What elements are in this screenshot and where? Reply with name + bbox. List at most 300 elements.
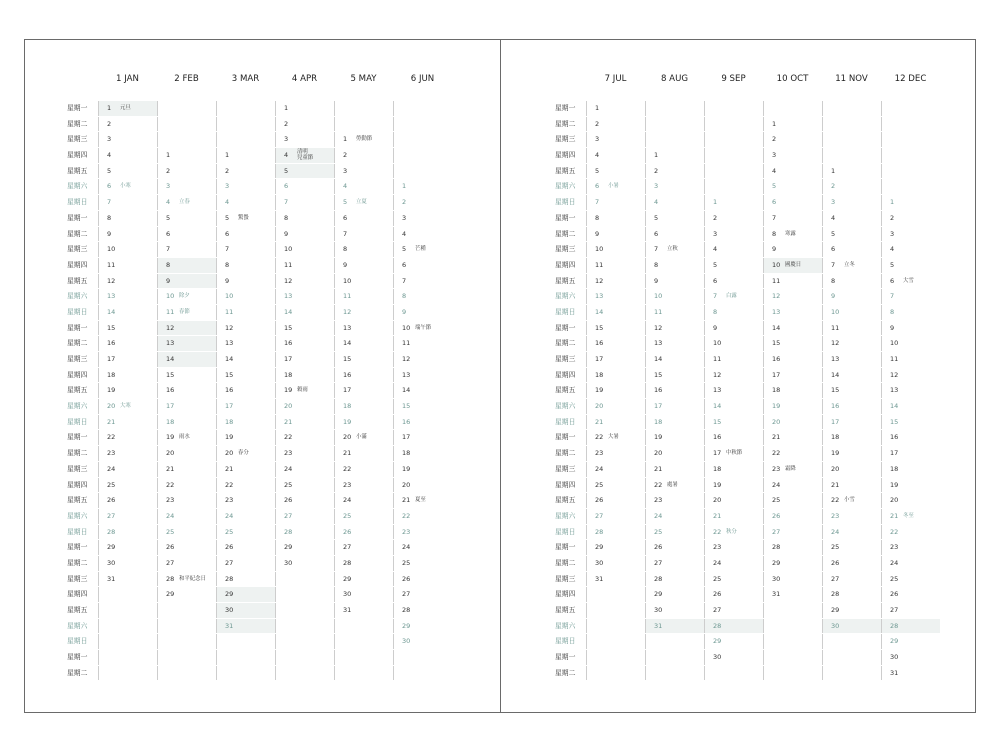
day-number: 11 xyxy=(107,260,116,269)
day-number: 11 xyxy=(772,276,781,285)
day-cell xyxy=(275,399,334,414)
weekday-label: 星期六 xyxy=(555,511,576,520)
month-label: 9 SEP xyxy=(721,74,746,84)
day-number: 11 xyxy=(890,355,899,363)
day-number: 6 xyxy=(595,182,600,191)
day-number: 30 xyxy=(890,653,899,662)
day-cell xyxy=(586,321,645,336)
day-number: 20 xyxy=(831,464,840,473)
day-cell xyxy=(586,493,645,508)
day-cell xyxy=(586,211,645,226)
day-cell xyxy=(334,274,393,289)
day-number: 22 xyxy=(284,433,293,442)
day-cell xyxy=(586,227,645,242)
day-number: 27 xyxy=(402,590,411,599)
day-number: 17 xyxy=(890,449,899,458)
day-cell xyxy=(216,305,275,320)
day-number: 27 xyxy=(890,606,899,614)
day-number: 21 xyxy=(343,449,352,458)
day-cell xyxy=(157,368,216,383)
day-number: 9 xyxy=(343,260,348,269)
day-number: 19 xyxy=(595,386,604,395)
day-cell xyxy=(586,603,645,618)
day-number: 22 xyxy=(654,480,663,489)
day-number: 30 xyxy=(225,606,234,614)
day-number: 26 xyxy=(713,590,722,599)
day-cell xyxy=(157,493,216,508)
day-cell xyxy=(763,164,822,179)
day-cell xyxy=(586,383,645,398)
day-number: 17 xyxy=(654,402,663,411)
day-cell xyxy=(98,666,157,681)
day-cell xyxy=(216,572,275,587)
weekday-label: 星期二 xyxy=(67,119,88,128)
day-number: 21 xyxy=(654,464,663,473)
day-number: 5 xyxy=(890,260,895,269)
day-number: 6 xyxy=(284,182,289,191)
day-cell xyxy=(157,195,216,210)
day-cell xyxy=(334,509,393,524)
day-cell xyxy=(216,117,275,132)
day-cell xyxy=(275,556,334,571)
day-cell xyxy=(704,289,763,304)
day-cell xyxy=(334,572,393,587)
day-number: 20 xyxy=(166,449,175,458)
day-number: 17 xyxy=(831,417,840,426)
day-cell xyxy=(334,148,393,163)
day-number: 23 xyxy=(595,449,604,458)
day-cell xyxy=(763,383,822,398)
day-number: 22 xyxy=(831,496,840,505)
holiday-label: 國慶日 xyxy=(785,261,802,268)
day-number: 7 xyxy=(107,198,112,207)
day-cell xyxy=(98,336,157,351)
day-cell xyxy=(157,572,216,587)
day-number: 30 xyxy=(343,590,352,599)
day-cell xyxy=(763,179,822,194)
day-cell xyxy=(822,650,881,665)
day-number: 18 xyxy=(595,370,604,379)
day-cell xyxy=(275,525,334,540)
day-cell xyxy=(393,650,452,665)
day-number: 1 xyxy=(595,104,600,112)
holiday-label: 中秋節 xyxy=(726,450,743,457)
day-cell xyxy=(98,650,157,665)
day-cell xyxy=(216,274,275,289)
day-cell xyxy=(334,478,393,493)
day-cell xyxy=(334,383,393,398)
day-cell xyxy=(157,556,216,571)
weekday-label: 星期四 xyxy=(67,590,88,599)
day-cell xyxy=(645,242,704,257)
day-cell xyxy=(704,415,763,430)
day-cell xyxy=(822,619,881,634)
day-cell xyxy=(881,603,940,618)
day-cell xyxy=(334,164,393,179)
day-cell xyxy=(275,540,334,555)
weekday-label: 星期三 xyxy=(67,574,88,583)
day-cell xyxy=(822,430,881,445)
day-cell xyxy=(393,493,452,508)
day-number: 5 xyxy=(402,245,407,254)
day-number: 3 xyxy=(107,135,112,144)
weekday-label: 星期六 xyxy=(67,511,88,520)
day-cell xyxy=(822,164,881,179)
day-cell xyxy=(98,556,157,571)
day-cell xyxy=(881,242,940,257)
weekday-label: 星期一 xyxy=(67,323,88,332)
day-number: 3 xyxy=(166,182,171,191)
day-number: 15 xyxy=(343,355,352,363)
day-number: 11 xyxy=(595,260,604,269)
weekday-label: 星期日 xyxy=(555,198,576,207)
day-number: 24 xyxy=(595,464,604,473)
day-number: 8 xyxy=(284,213,289,222)
day-cell xyxy=(275,634,334,649)
day-cell xyxy=(275,336,334,351)
day-number: 22 xyxy=(595,433,604,442)
day-cell xyxy=(157,634,216,649)
day-cell xyxy=(157,274,216,289)
day-number: 29 xyxy=(225,590,234,599)
day-number: 4 xyxy=(225,198,230,207)
day-number: 24 xyxy=(343,496,352,505)
day-number: 3 xyxy=(595,135,600,144)
weekday-label: 星期日 xyxy=(555,417,576,426)
day-cell xyxy=(645,148,704,163)
day-number: 7 xyxy=(890,292,895,301)
day-number: 4 xyxy=(107,151,112,160)
day-cell xyxy=(645,587,704,602)
day-number: 1 xyxy=(772,119,777,128)
weekday-label: 星期一 xyxy=(555,543,576,552)
weekday-label: 星期四 xyxy=(555,480,576,489)
day-number: 9 xyxy=(595,229,600,238)
day-number: 3 xyxy=(402,213,407,222)
day-cell xyxy=(763,274,822,289)
day-cell xyxy=(98,462,157,477)
day-number: 10 xyxy=(107,245,116,254)
weekday-label: 星期五 xyxy=(67,166,88,175)
day-cell xyxy=(157,258,216,273)
day-cell xyxy=(275,430,334,445)
weekday-label: 星期日 xyxy=(555,637,576,646)
day-cell xyxy=(586,305,645,320)
day-number: 28 xyxy=(166,574,175,583)
day-cell xyxy=(216,164,275,179)
day-number: 18 xyxy=(402,449,411,458)
day-number: 6 xyxy=(343,213,348,222)
day-cell xyxy=(881,101,940,116)
day-number: 17 xyxy=(225,402,234,411)
day-number: 23 xyxy=(402,527,411,536)
day-number: 3 xyxy=(654,182,659,191)
day-number: 11 xyxy=(166,307,175,316)
day-cell xyxy=(334,556,393,571)
day-number: 28 xyxy=(107,527,116,536)
day-cell xyxy=(822,556,881,571)
month-label: 5 MAY xyxy=(350,74,377,84)
day-cell xyxy=(586,634,645,649)
day-number: 27 xyxy=(654,558,663,567)
weekday-label: 星期二 xyxy=(67,668,88,677)
day-cell xyxy=(275,227,334,242)
day-number: 5 xyxy=(166,213,171,222)
day-number: 18 xyxy=(654,417,663,426)
day-number: 28 xyxy=(831,590,840,599)
day-number: 9 xyxy=(402,307,407,316)
day-cell xyxy=(393,619,452,634)
weekday-label: 星期日 xyxy=(67,307,88,316)
day-cell xyxy=(275,462,334,477)
day-number: 25 xyxy=(284,480,293,489)
day-cell xyxy=(586,556,645,571)
day-cell xyxy=(822,258,881,273)
day-cell xyxy=(98,132,157,147)
day-cell xyxy=(704,258,763,273)
day-cell xyxy=(881,258,940,273)
day-cell xyxy=(822,352,881,367)
day-number: 21 xyxy=(713,511,722,520)
day-cell xyxy=(763,619,822,634)
day-cell xyxy=(704,164,763,179)
day-cell xyxy=(822,368,881,383)
day-cell xyxy=(763,525,822,540)
day-number: 16 xyxy=(284,339,293,348)
day-cell xyxy=(157,509,216,524)
day-number: 12 xyxy=(284,276,293,285)
day-cell xyxy=(586,446,645,461)
day-cell xyxy=(881,634,940,649)
day-cell xyxy=(586,540,645,555)
weekday-label: 星期四 xyxy=(67,370,88,379)
day-number: 8 xyxy=(713,307,718,316)
day-number: 19 xyxy=(890,480,899,489)
day-number: 31 xyxy=(890,668,899,677)
day-cell xyxy=(334,368,393,383)
day-number: 21 xyxy=(225,464,234,473)
day-cell xyxy=(704,399,763,414)
day-number: 4 xyxy=(713,245,718,254)
holiday-label: 驚蟄 xyxy=(238,214,249,221)
day-cell xyxy=(98,117,157,132)
day-number: 10 xyxy=(654,292,663,301)
day-number: 7 xyxy=(713,292,718,301)
day-cell xyxy=(216,258,275,273)
day-cell xyxy=(645,650,704,665)
day-cell xyxy=(763,634,822,649)
day-number: 11 xyxy=(654,307,663,316)
day-cell xyxy=(393,603,452,618)
day-cell xyxy=(881,478,940,493)
day-cell xyxy=(334,493,393,508)
day-cell xyxy=(645,289,704,304)
day-number: 19 xyxy=(225,433,234,442)
day-number: 15 xyxy=(107,323,116,332)
month-label: 1 JAN xyxy=(116,74,139,84)
holiday-label: 立夏 xyxy=(356,199,367,206)
weekday-label: 星期四 xyxy=(555,151,576,160)
day-cell xyxy=(822,415,881,430)
day-cell xyxy=(704,587,763,602)
day-number: 5 xyxy=(772,182,777,191)
day-cell xyxy=(216,446,275,461)
weekday-label: 星期二 xyxy=(67,558,88,567)
day-number: 23 xyxy=(107,449,116,458)
day-cell xyxy=(157,587,216,602)
day-cell xyxy=(822,305,881,320)
holiday-label: 大暑 xyxy=(608,434,619,441)
day-cell xyxy=(881,195,940,210)
day-cell xyxy=(157,211,216,226)
holiday-label: 寒露 xyxy=(785,230,796,237)
day-cell xyxy=(704,478,763,493)
day-cell xyxy=(586,117,645,132)
day-number: 4 xyxy=(166,198,171,207)
day-cell xyxy=(98,195,157,210)
day-number: 4 xyxy=(402,229,407,238)
day-number: 14 xyxy=(343,339,352,348)
day-number: 20 xyxy=(595,402,604,411)
day-cell xyxy=(822,132,881,147)
day-cell xyxy=(157,352,216,367)
day-cell xyxy=(334,415,393,430)
day-cell xyxy=(881,525,940,540)
day-cell xyxy=(275,650,334,665)
day-number: 10 xyxy=(831,307,840,316)
day-cell xyxy=(157,430,216,445)
day-cell xyxy=(881,509,940,524)
day-cell xyxy=(334,587,393,602)
day-number: 10 xyxy=(595,245,604,254)
day-cell xyxy=(98,415,157,430)
weekday-label: 星期三 xyxy=(555,355,576,363)
day-cell xyxy=(763,211,822,226)
day-number: 19 xyxy=(402,464,411,473)
day-cell xyxy=(216,430,275,445)
day-number: 16 xyxy=(166,386,175,395)
day-cell xyxy=(393,430,452,445)
weekday-label: 星期五 xyxy=(67,496,88,505)
day-number: 1 xyxy=(831,166,836,175)
day-number: 16 xyxy=(225,386,234,395)
day-number: 6 xyxy=(831,245,836,254)
day-number: 22 xyxy=(772,449,781,458)
day-number: 11 xyxy=(713,355,722,363)
day-cell xyxy=(586,336,645,351)
day-cell xyxy=(645,540,704,555)
weekday-label: 星期六 xyxy=(67,292,88,301)
day-number: 7 xyxy=(225,245,230,254)
day-cell xyxy=(704,242,763,257)
day-number: 23 xyxy=(713,543,722,552)
day-cell xyxy=(881,399,940,414)
day-cell xyxy=(275,478,334,493)
day-number: 9 xyxy=(107,229,112,238)
day-number: 26 xyxy=(831,558,840,567)
day-number: 31 xyxy=(225,621,234,630)
day-cell xyxy=(275,321,334,336)
day-cell xyxy=(645,399,704,414)
weekday-label: 星期二 xyxy=(67,339,88,348)
day-number: 26 xyxy=(107,496,116,505)
day-number: 31 xyxy=(343,606,352,614)
day-number: 14 xyxy=(831,370,840,379)
day-number: 10 xyxy=(343,276,352,285)
day-cell xyxy=(881,619,940,634)
holiday-label: 小暑 xyxy=(608,183,619,190)
day-number: 29 xyxy=(890,637,899,646)
day-cell xyxy=(645,383,704,398)
day-cell xyxy=(586,666,645,681)
holiday-label: 除夕 xyxy=(179,293,190,300)
weekday-label: 星期二 xyxy=(555,558,576,567)
day-cell xyxy=(704,666,763,681)
day-cell xyxy=(822,509,881,524)
day-cell xyxy=(586,132,645,147)
day-cell xyxy=(216,289,275,304)
day-cell xyxy=(275,619,334,634)
day-cell xyxy=(157,478,216,493)
day-cell xyxy=(704,195,763,210)
day-cell xyxy=(275,274,334,289)
day-number: 30 xyxy=(831,621,840,630)
day-cell xyxy=(763,227,822,242)
day-number: 12 xyxy=(595,276,604,285)
day-cell xyxy=(98,509,157,524)
day-cell xyxy=(275,368,334,383)
day-number: 12 xyxy=(831,339,840,348)
holiday-label: 小滿 xyxy=(356,434,367,441)
day-cell xyxy=(98,634,157,649)
day-cell xyxy=(216,336,275,351)
day-cell xyxy=(216,587,275,602)
day-number: 6 xyxy=(402,260,407,269)
day-cell xyxy=(704,383,763,398)
day-number: 15 xyxy=(654,370,663,379)
day-cell xyxy=(334,289,393,304)
day-number: 18 xyxy=(890,464,899,473)
day-cell xyxy=(586,148,645,163)
day-number: 10 xyxy=(772,260,781,269)
day-cell xyxy=(275,164,334,179)
day-number: 23 xyxy=(284,449,293,458)
holiday-label: 立春 xyxy=(179,199,190,206)
weekday-label: 星期三 xyxy=(67,355,88,363)
day-cell xyxy=(393,289,452,304)
day-number: 5 xyxy=(654,213,659,222)
day-cell xyxy=(763,666,822,681)
day-number: 12 xyxy=(713,370,722,379)
day-number: 2 xyxy=(595,119,600,128)
day-number: 30 xyxy=(402,637,411,646)
day-number: 13 xyxy=(284,292,293,301)
weekday-label: 星期三 xyxy=(67,135,88,144)
day-cell xyxy=(645,446,704,461)
holiday-label: 立秋 xyxy=(667,246,678,253)
day-cell xyxy=(586,368,645,383)
day-number: 4 xyxy=(772,166,777,175)
day-number: 7 xyxy=(284,198,289,207)
weekday-label: 星期一 xyxy=(67,433,88,442)
day-cell xyxy=(334,634,393,649)
day-cell xyxy=(216,619,275,634)
day-number: 15 xyxy=(831,386,840,395)
day-cell xyxy=(393,227,452,242)
day-cell xyxy=(586,587,645,602)
weekday-label: 星期日 xyxy=(67,637,88,646)
day-cell xyxy=(586,289,645,304)
